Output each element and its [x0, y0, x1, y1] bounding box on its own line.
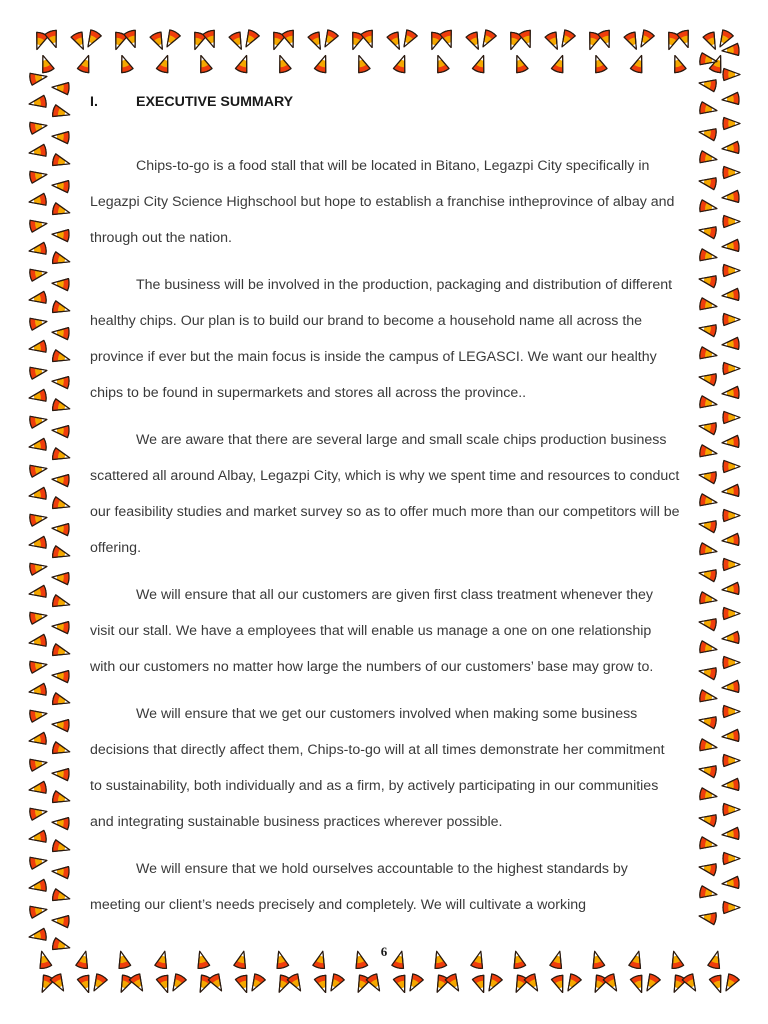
candy-corn-icon	[699, 837, 718, 852]
candy-corn-icon	[29, 414, 48, 429]
candy-corn-icon	[36, 950, 52, 970]
candy-corn-icon	[28, 781, 47, 796]
section-title: EXECUTIVE SUMMARY	[136, 94, 294, 110]
candy-corn-icon	[723, 363, 740, 375]
paragraph-customer-involvement: We will ensure that we get our customers involved when making some business decisions that directly affect them, Chips-to-go will at all times demonstrate her commitment to sustainability, both individually and as a firm, by actively participating in our communities and integrating sustainable business practices wherever possible.	[90, 706, 665, 830]
candy-corn-icon	[698, 371, 717, 386]
candy-corn-icon	[83, 29, 102, 50]
candy-corn-icon	[723, 755, 740, 767]
candy-corn-icon	[709, 974, 726, 994]
candy-corn-icon	[274, 974, 292, 994]
candy-corn-icon	[698, 273, 717, 288]
candy-corn-icon	[274, 53, 291, 73]
candy-corn-icon	[551, 974, 568, 994]
candy-corn-icon	[235, 53, 252, 73]
candy-corn-icon	[722, 680, 740, 693]
candy-corn-icon	[472, 53, 489, 73]
candy-corn-icon	[52, 522, 70, 535]
candy-corn-icon	[28, 732, 47, 747]
candy-corn-icon	[723, 216, 740, 228]
candy-corn-icon	[722, 876, 740, 889]
candy-corn-icon	[77, 53, 94, 73]
candy-corn-icon	[722, 190, 740, 203]
candy-corn-icon	[353, 974, 371, 994]
candy-corn-icon	[722, 484, 740, 497]
candy-corn-icon	[29, 169, 48, 184]
candy-corn-icon	[432, 53, 449, 73]
document-body	[90, 84, 680, 934]
candy-corn-icon	[247, 973, 266, 994]
candy-corn-icon	[28, 95, 47, 110]
candy-corn-icon	[699, 396, 718, 411]
candy-corn-icon	[353, 53, 370, 73]
candy-corn-icon	[52, 105, 72, 121]
candy-corn-icon	[484, 973, 503, 994]
candy-corn-icon	[699, 690, 718, 705]
candy-corn-icon	[698, 518, 717, 533]
candy-corn-icon	[28, 291, 47, 306]
candy-corn-icon	[698, 665, 717, 680]
candy-corn-icon	[28, 634, 47, 649]
paragraph-intro: Chips-to-go is a food stall that will be located in Bitano, Legazpi City specifically in Legazpi City Science Highschool but hope to establish a franchise intheprovince of albay and through out the nation.	[90, 158, 675, 246]
candy-corn-icon	[715, 29, 734, 50]
candy-corn-icon	[722, 386, 740, 399]
candy-corn-icon	[723, 657, 740, 669]
candy-corn-icon	[589, 950, 605, 970]
candy-corn-icon	[723, 167, 740, 179]
candy-corn-icon	[28, 144, 47, 159]
candy-corn-icon	[29, 463, 48, 478]
candy-corn-icon	[156, 974, 173, 994]
candy-corn-icon	[722, 778, 740, 791]
candy-corn-icon	[229, 31, 247, 51]
candy-corn-icon	[721, 973, 740, 994]
candy-corn-icon	[313, 950, 329, 970]
candy-corn-icon	[29, 316, 48, 331]
candy-corn-icon	[52, 399, 72, 415]
candy-corn-icon	[194, 950, 210, 970]
candy-corn-icon	[52, 718, 70, 731]
candy-corn-icon	[524, 973, 543, 994]
candy-corn-icon	[723, 461, 740, 473]
candy-corn-icon	[699, 200, 718, 215]
candy-corn-icon	[195, 53, 212, 73]
candy-corn-icon	[563, 973, 582, 994]
candy-corn-icon	[29, 218, 48, 233]
candy-corn-icon	[699, 592, 718, 607]
candy-corn-icon	[698, 224, 717, 239]
candy-corn-icon	[723, 118, 740, 130]
candy-corn-icon	[273, 950, 289, 970]
candy-corn-icon	[699, 151, 718, 166]
candy-corn-icon	[124, 29, 141, 49]
candy-corn-icon	[29, 71, 48, 86]
candy-corn-icon	[699, 641, 718, 656]
candy-corn-icon	[162, 29, 181, 50]
candy-corn-icon	[52, 424, 70, 437]
candy-corn-icon	[52, 742, 72, 758]
candy-corn-icon	[723, 559, 740, 571]
candy-corn-icon	[699, 739, 718, 754]
candy-corn-icon	[29, 365, 48, 380]
paragraph-customer-treatment: We will ensure that all our customers are given first class treatment whenever they visit our stall. We have a employees that will enable us manage a one on one relationship with our customers no matter how large the numbers of our customers’ base may grow to.	[90, 587, 654, 675]
candy-corn-icon	[52, 130, 70, 143]
candy-corn-icon	[52, 644, 72, 660]
candy-corn-icon	[52, 277, 70, 290]
candy-corn-icon	[393, 974, 410, 994]
candy-corn-icon	[28, 830, 47, 845]
candy-corn-icon	[636, 29, 655, 50]
candy-corn-icon	[723, 853, 740, 865]
candy-corn-icon	[698, 126, 717, 141]
candy-corn-icon	[28, 928, 47, 943]
candy-corn-icon	[52, 693, 72, 709]
candy-corn-icon	[722, 337, 740, 350]
candy-corn-icon	[723, 265, 740, 277]
candy-corn-icon	[432, 974, 450, 994]
candy-corn-icon	[426, 31, 443, 51]
candy-corn-icon	[723, 69, 740, 81]
paragraph-accountability: We will ensure that we hold ourselves accountable to the highest standards by meeting our client’s needs precisely and completely. We will cultivate a working	[90, 861, 628, 913]
candy-corn-icon	[723, 608, 740, 620]
candy-corn-icon	[466, 31, 484, 51]
candy-corn-icon	[76, 950, 92, 970]
candy-corn-icon	[699, 445, 718, 460]
candy-corn-icon	[28, 438, 47, 453]
candy-corn-icon	[52, 571, 70, 584]
candy-corn-icon	[28, 536, 47, 551]
candy-corn-icon	[603, 973, 622, 994]
candy-corn-icon	[326, 973, 345, 994]
candy-corn-icon	[698, 763, 717, 778]
candy-corn-icon	[584, 31, 601, 51]
candy-corn-icon	[28, 340, 47, 355]
candy-corn-icon	[52, 326, 70, 339]
candy-corn-icon	[478, 29, 497, 50]
candy-corn-icon	[52, 81, 70, 94]
candy-corn-icon	[52, 791, 72, 807]
candy-corn-icon	[195, 974, 213, 994]
candy-corn-icon	[698, 812, 717, 827]
candy-corn-icon	[722, 288, 740, 301]
candy-corn-icon	[699, 53, 718, 68]
candy-corn-icon	[314, 53, 331, 73]
candy-corn-icon	[308, 31, 326, 51]
candy-corn-icon	[557, 29, 576, 50]
candy-corn-icon	[551, 53, 568, 73]
paragraph-competition: We are aware that there are several large and small scale chips production business scattered all around Albay, Legazpi City, which is why we spent time and resources to conduct our feasibility studies and market survey so as to offer much more than our competitors will be offering.	[90, 432, 680, 556]
candy-corn-icon	[709, 53, 726, 73]
candy-corn-icon	[52, 448, 72, 464]
candy-corn-icon	[699, 543, 718, 558]
candy-corn-icon	[203, 29, 220, 49]
candy-corn-icon	[505, 31, 522, 51]
candy-corn-icon	[723, 902, 740, 914]
candy-corn-icon	[116, 974, 134, 994]
candy-corn-icon	[52, 914, 70, 927]
candy-corn-icon	[52, 473, 70, 486]
candy-corn-icon	[52, 889, 72, 905]
candy-corn-icon	[722, 729, 740, 742]
candy-corn-icon	[663, 31, 680, 51]
candy-corn-icon	[519, 29, 536, 49]
candy-corn-icon	[590, 974, 608, 994]
candy-corn-icon	[189, 31, 206, 51]
candy-corn-icon	[208, 973, 227, 994]
candy-corn-icon	[405, 973, 424, 994]
candy-corn-icon	[590, 53, 607, 73]
candy-corn-icon	[168, 973, 187, 994]
candy-corn-icon	[699, 249, 718, 264]
candy-corn-icon	[699, 298, 718, 313]
candy-corn-icon	[37, 974, 55, 994]
candy-corn-icon	[440, 29, 457, 49]
candy-corn-icon	[29, 267, 48, 282]
candy-corn-icon	[698, 861, 717, 876]
candy-corn-icon	[722, 435, 740, 448]
candy-corn-icon	[347, 31, 364, 51]
candy-corn-icon	[668, 950, 684, 970]
candy-corn-icon	[722, 533, 740, 546]
candy-corn-icon	[669, 53, 686, 73]
candy-corn-icon	[52, 669, 70, 682]
candy-corn-icon	[52, 154, 72, 170]
candy-corn-icon	[52, 350, 72, 366]
candy-corn-icon	[115, 950, 131, 970]
candy-corn-icon	[630, 974, 647, 994]
candy-corn-icon	[598, 29, 615, 49]
candy-corn-icon	[698, 77, 717, 92]
candy-corn-icon	[472, 974, 489, 994]
candy-corn-icon	[52, 375, 70, 388]
candy-corn-icon	[698, 469, 717, 484]
candy-corn-icon	[77, 974, 94, 994]
candy-corn-icon	[28, 242, 47, 257]
candy-corn-icon	[31, 31, 48, 51]
candy-corn-icon	[29, 120, 48, 135]
candy-corn-icon	[150, 31, 168, 51]
candy-corn-icon	[52, 203, 72, 219]
candy-corn-icon	[116, 53, 133, 73]
candy-corn-icon	[699, 886, 718, 901]
candy-corn-icon	[52, 228, 70, 241]
candy-corn-icon	[234, 950, 250, 970]
candy-corn-icon	[361, 29, 378, 49]
candy-corn-icon	[511, 53, 528, 73]
candy-corn-icon	[45, 29, 62, 49]
section-number: I.	[90, 94, 98, 110]
candy-corn-icon	[393, 53, 410, 73]
candy-corn-icon	[723, 314, 740, 326]
candy-corn-icon	[682, 973, 701, 994]
candy-corn-icon	[110, 31, 127, 51]
candy-corn-icon	[29, 855, 48, 870]
candy-corn-icon	[52, 620, 70, 633]
candy-corn-icon	[722, 631, 740, 644]
candy-corn-icon	[352, 950, 368, 970]
candy-corn-icon	[722, 141, 740, 154]
candy-corn-icon	[699, 494, 718, 509]
candy-corn-icon	[699, 788, 718, 803]
candy-corn-icon	[50, 973, 69, 994]
candy-corn-icon	[471, 950, 487, 970]
candy-corn-icon	[320, 29, 339, 50]
candy-corn-icon	[387, 31, 405, 51]
candy-corn-icon	[677, 29, 694, 49]
candy-corn-icon	[28, 879, 47, 894]
candy-corn-icon	[241, 29, 260, 50]
candy-corn-icon	[698, 567, 717, 582]
candy-corn-icon	[511, 974, 529, 994]
candy-corn-icon	[29, 659, 48, 674]
candy-corn-icon	[629, 950, 645, 970]
candy-corn-icon	[545, 31, 563, 51]
candy-corn-icon	[550, 950, 566, 970]
candy-corn-icon	[129, 973, 148, 994]
candy-corn-icon	[722, 827, 740, 840]
candy-corn-icon	[699, 102, 718, 117]
candy-corn-icon	[268, 31, 285, 51]
candy-corn-icon	[431, 950, 447, 970]
candy-corn-icon	[29, 561, 48, 576]
candy-corn-icon	[52, 252, 72, 268]
candy-corn-icon	[52, 497, 72, 513]
candy-corn-icon	[29, 757, 48, 772]
candy-corn-icon	[392, 950, 408, 970]
candy-corn-icon	[698, 420, 717, 435]
candy-corn-icon	[630, 53, 647, 73]
paragraph-business-scope: The business will be involved in the production, packaging and distribution of different healthy chips. Our plan is to build our brand to become a household name all across the province if ever but the main focus is inside the campus of LEGASCI. We want our healthy chips to be found in supermarkets and stores all across the province..	[90, 277, 673, 401]
section-heading	[90, 84, 680, 120]
candy-corn-icon	[314, 974, 331, 994]
candy-corn-icon	[52, 301, 72, 317]
candy-corn-icon	[28, 487, 47, 502]
candy-corn-icon	[29, 610, 48, 625]
candy-corn-icon	[722, 582, 740, 595]
candy-corn-icon	[155, 950, 171, 970]
candy-corn-icon	[399, 29, 418, 50]
candy-corn-icon	[28, 389, 47, 404]
candy-corn-icon	[698, 322, 717, 337]
candy-corn-icon	[28, 585, 47, 600]
candy-corn-icon	[29, 806, 48, 821]
candy-corn-icon	[89, 973, 108, 994]
candy-corn-icon	[722, 239, 740, 252]
candy-corn-icon	[52, 767, 70, 780]
candy-corn-icon	[703, 31, 721, 51]
candy-corn-icon	[698, 616, 717, 631]
candy-corn-icon	[669, 974, 687, 994]
candy-corn-icon	[29, 512, 48, 527]
candy-corn-icon	[699, 347, 718, 362]
candy-corn-icon	[71, 31, 89, 51]
candy-corn-icon	[52, 938, 72, 954]
candy-corn-icon	[723, 706, 740, 718]
candy-corn-icon	[445, 973, 464, 994]
candy-corn-icon	[156, 53, 173, 73]
candy-corn-icon	[698, 175, 717, 190]
candy-corn-icon	[708, 950, 724, 970]
candy-corn-icon	[52, 595, 72, 611]
candy-corn-icon	[624, 31, 642, 51]
candy-corn-icon	[287, 973, 306, 994]
candy-corn-icon	[28, 683, 47, 698]
candy-corn-icon	[510, 950, 526, 970]
candy-corn-icon	[52, 840, 72, 856]
candy-corn-icon	[29, 904, 48, 919]
candy-corn-icon	[28, 193, 47, 208]
candy-corn-icon	[282, 29, 299, 49]
candy-corn-icon	[366, 973, 385, 994]
candy-corn-icon	[29, 708, 48, 723]
candy-corn-icon	[722, 43, 740, 56]
candy-corn-icon	[642, 973, 661, 994]
candy-corn-icon	[723, 804, 740, 816]
candy-corn-icon	[52, 546, 72, 562]
candy-corn-icon	[235, 974, 252, 994]
candy-corn-icon	[723, 510, 740, 522]
candy-corn-icon	[37, 53, 54, 73]
candy-corn-icon	[722, 92, 740, 105]
page-number: 6	[380, 944, 388, 959]
candy-corn-icon	[698, 714, 717, 729]
candy-corn-icon	[723, 412, 740, 424]
candy-corn-icon	[698, 910, 717, 925]
candy-corn-icon	[52, 179, 70, 192]
candy-corn-icon	[52, 816, 70, 829]
candy-corn-icon	[52, 865, 70, 878]
